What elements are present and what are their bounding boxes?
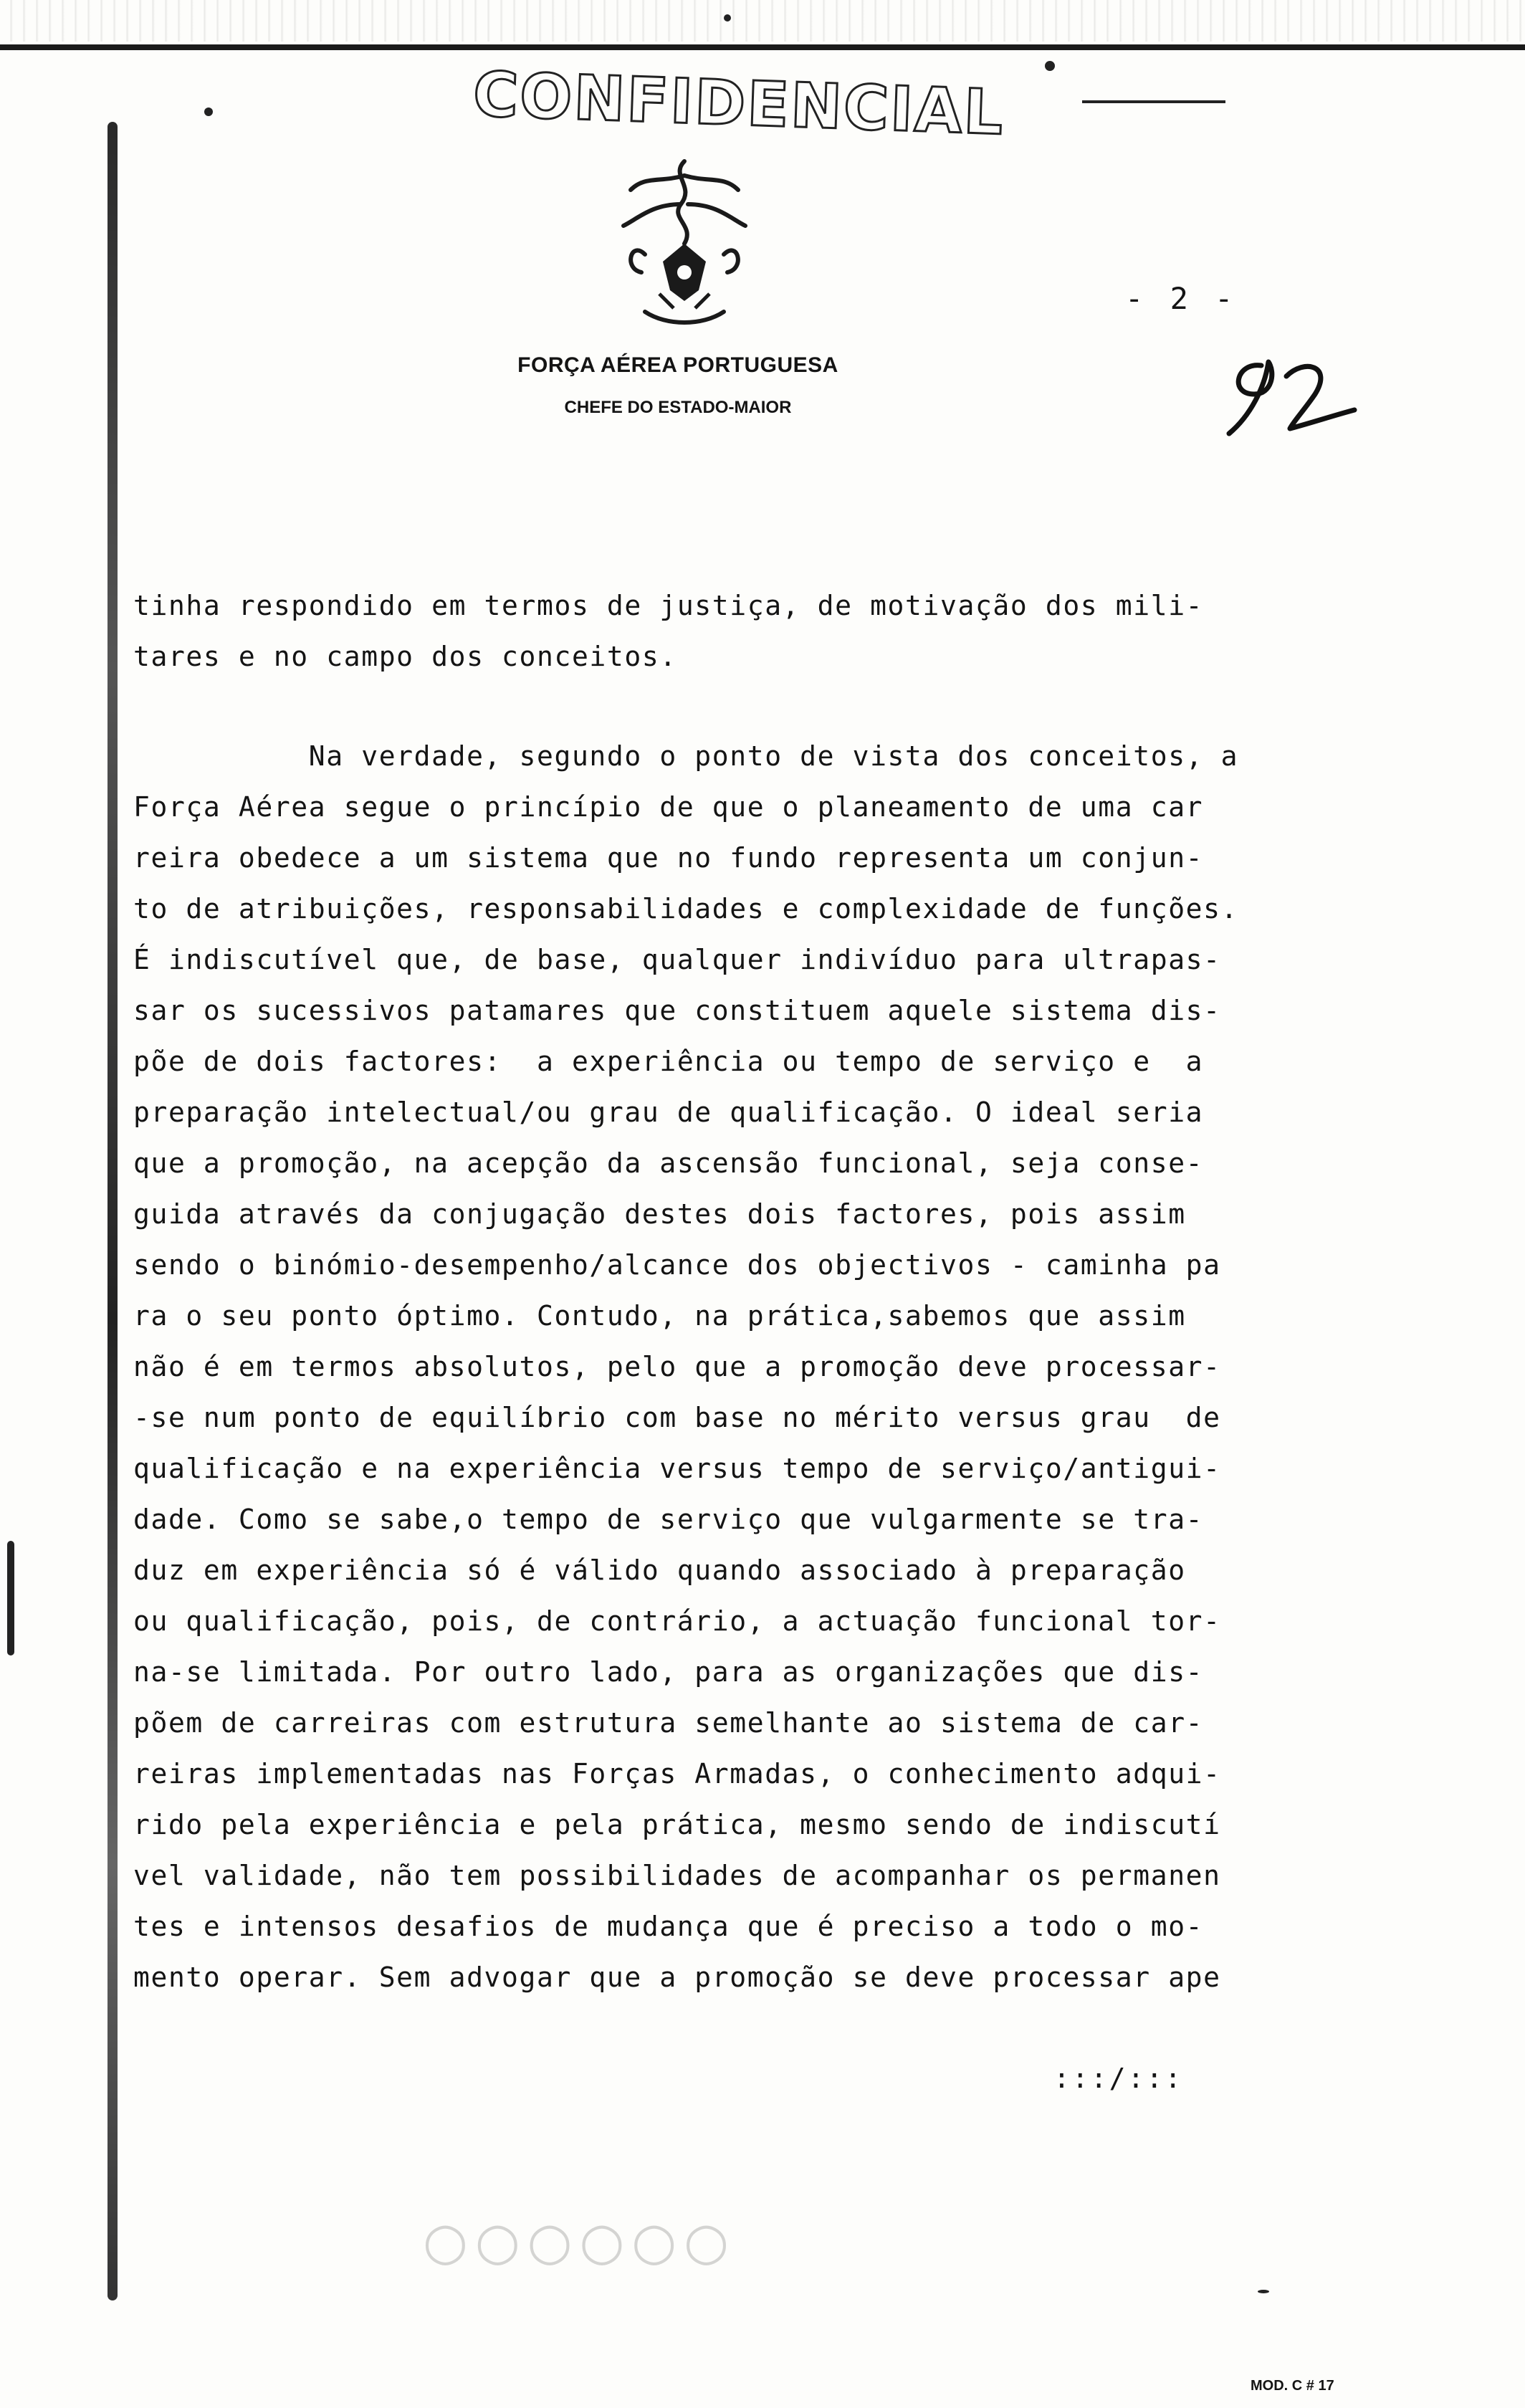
ink-speck — [724, 14, 731, 22]
paragraph-1 — [133, 580, 1344, 682]
confidential-stamp: CONFIDENCIAL — [472, 59, 1006, 149]
text-line: sar os sucessivos patamares que constituem aquele sistema dis- — [133, 995, 1221, 1026]
text-line: não é em termos absolutos, pelo que a promoção deve processar- — [133, 1351, 1221, 1382]
air-force-emblem-icon — [602, 147, 767, 340]
text-line: qualificação e na experiência versus tempo de serviço/antigui- — [133, 1453, 1221, 1484]
text-line: reira obedece a um sistema que no fundo representa um conjun- — [133, 842, 1204, 874]
paragraph-2 — [133, 731, 1344, 2003]
text-line: reiras implementadas nas Forças Armadas, o conhecimento adqui- — [133, 1758, 1221, 1790]
text-line: põem de carreiras com estrutura semelhante ao sistema de car- — [133, 1707, 1204, 1739]
faded-stamp-residue: ○○○○○○ — [423, 2211, 736, 2271]
text-line: Força Aérea segue o princípio de que o planeamento de uma car — [133, 791, 1204, 823]
top-border-line — [0, 44, 1525, 50]
text-line: tinha respondido em termos de justiça, de motivação dos mili- — [133, 590, 1204, 621]
text-line: que a promoção, na acepção da ascensão funcional, seja conse- — [133, 1147, 1204, 1179]
text-line: mento operar. Sem advogar que a promoção se deve processar ape — [133, 1962, 1221, 1993]
text-line: tares e no campo dos conceitos. — [133, 641, 677, 672]
ink-speck — [1258, 2290, 1269, 2293]
text-line: Na verdade, segundo o ponto de vista dos conceitos, a — [133, 740, 1239, 772]
page-number: - 2 - — [1125, 281, 1238, 316]
text-line: rido pela experiência e pela prática, mesmo sendo de indiscutí — [133, 1809, 1221, 1840]
text-line: põe de dois factores: a experiência ou tempo de serviço e a — [133, 1046, 1204, 1077]
text-line: to de atribuições, responsabilidades e complexidade de funções. — [133, 893, 1239, 924]
ink-speck — [204, 108, 213, 116]
text-line: -se num ponto de equilíbrio com base no mérito versus grau de — [133, 1402, 1221, 1433]
text-line: preparação intelectual/ou grau de qualificação. O ideal seria — [133, 1096, 1204, 1128]
continuation-mark: :::/::: — [1053, 2063, 1184, 2094]
form-code: MOD. C # 17 — [1251, 2378, 1334, 2394]
organization-title: FORÇA AÉREA PORTUGUESA — [517, 353, 838, 377]
photocopy-noise — [0, 0, 1525, 42]
text-line: na-se limitada. Por outro lado, para as organizações que dis- — [133, 1656, 1204, 1688]
text-line: ra o seu ponto óptimo. Contudo, na prática,sabemos que assim — [133, 1300, 1186, 1332]
text-line: tes e intensos desafios de mudança que é preciso a todo o mo- — [133, 1911, 1204, 1942]
binding-shadow-mark — [7, 1541, 14, 1656]
text-line: sendo o binómio-desempenho/alcance dos objectivos - caminha pa — [133, 1249, 1221, 1281]
text-line: vel validade, não tem possibilidades de acompanhar os permanen — [133, 1860, 1221, 1891]
text-line: É indiscutível que, de base, qualquer indivíduo para ultrapas- — [133, 944, 1221, 975]
binding-shadow — [107, 122, 118, 2300]
text-line: ou qualificação, pois, de contrário, a actuação funcional tor- — [133, 1605, 1221, 1637]
ink-speck — [1045, 61, 1055, 71]
text-line: dade. Como se sabe,o tempo de serviço que vulgarmente se tra- — [133, 1504, 1204, 1535]
office-subtitle: CHEFE DO ESTADO-MAIOR — [564, 398, 792, 417]
header-dash — [1082, 100, 1225, 103]
text-line: guida através da conjugação destes dois factores, pois assim — [133, 1198, 1186, 1230]
letter-body — [133, 580, 1344, 2003]
text-line: duz em experiência só é válido quando associado à preparação — [133, 1554, 1186, 1586]
